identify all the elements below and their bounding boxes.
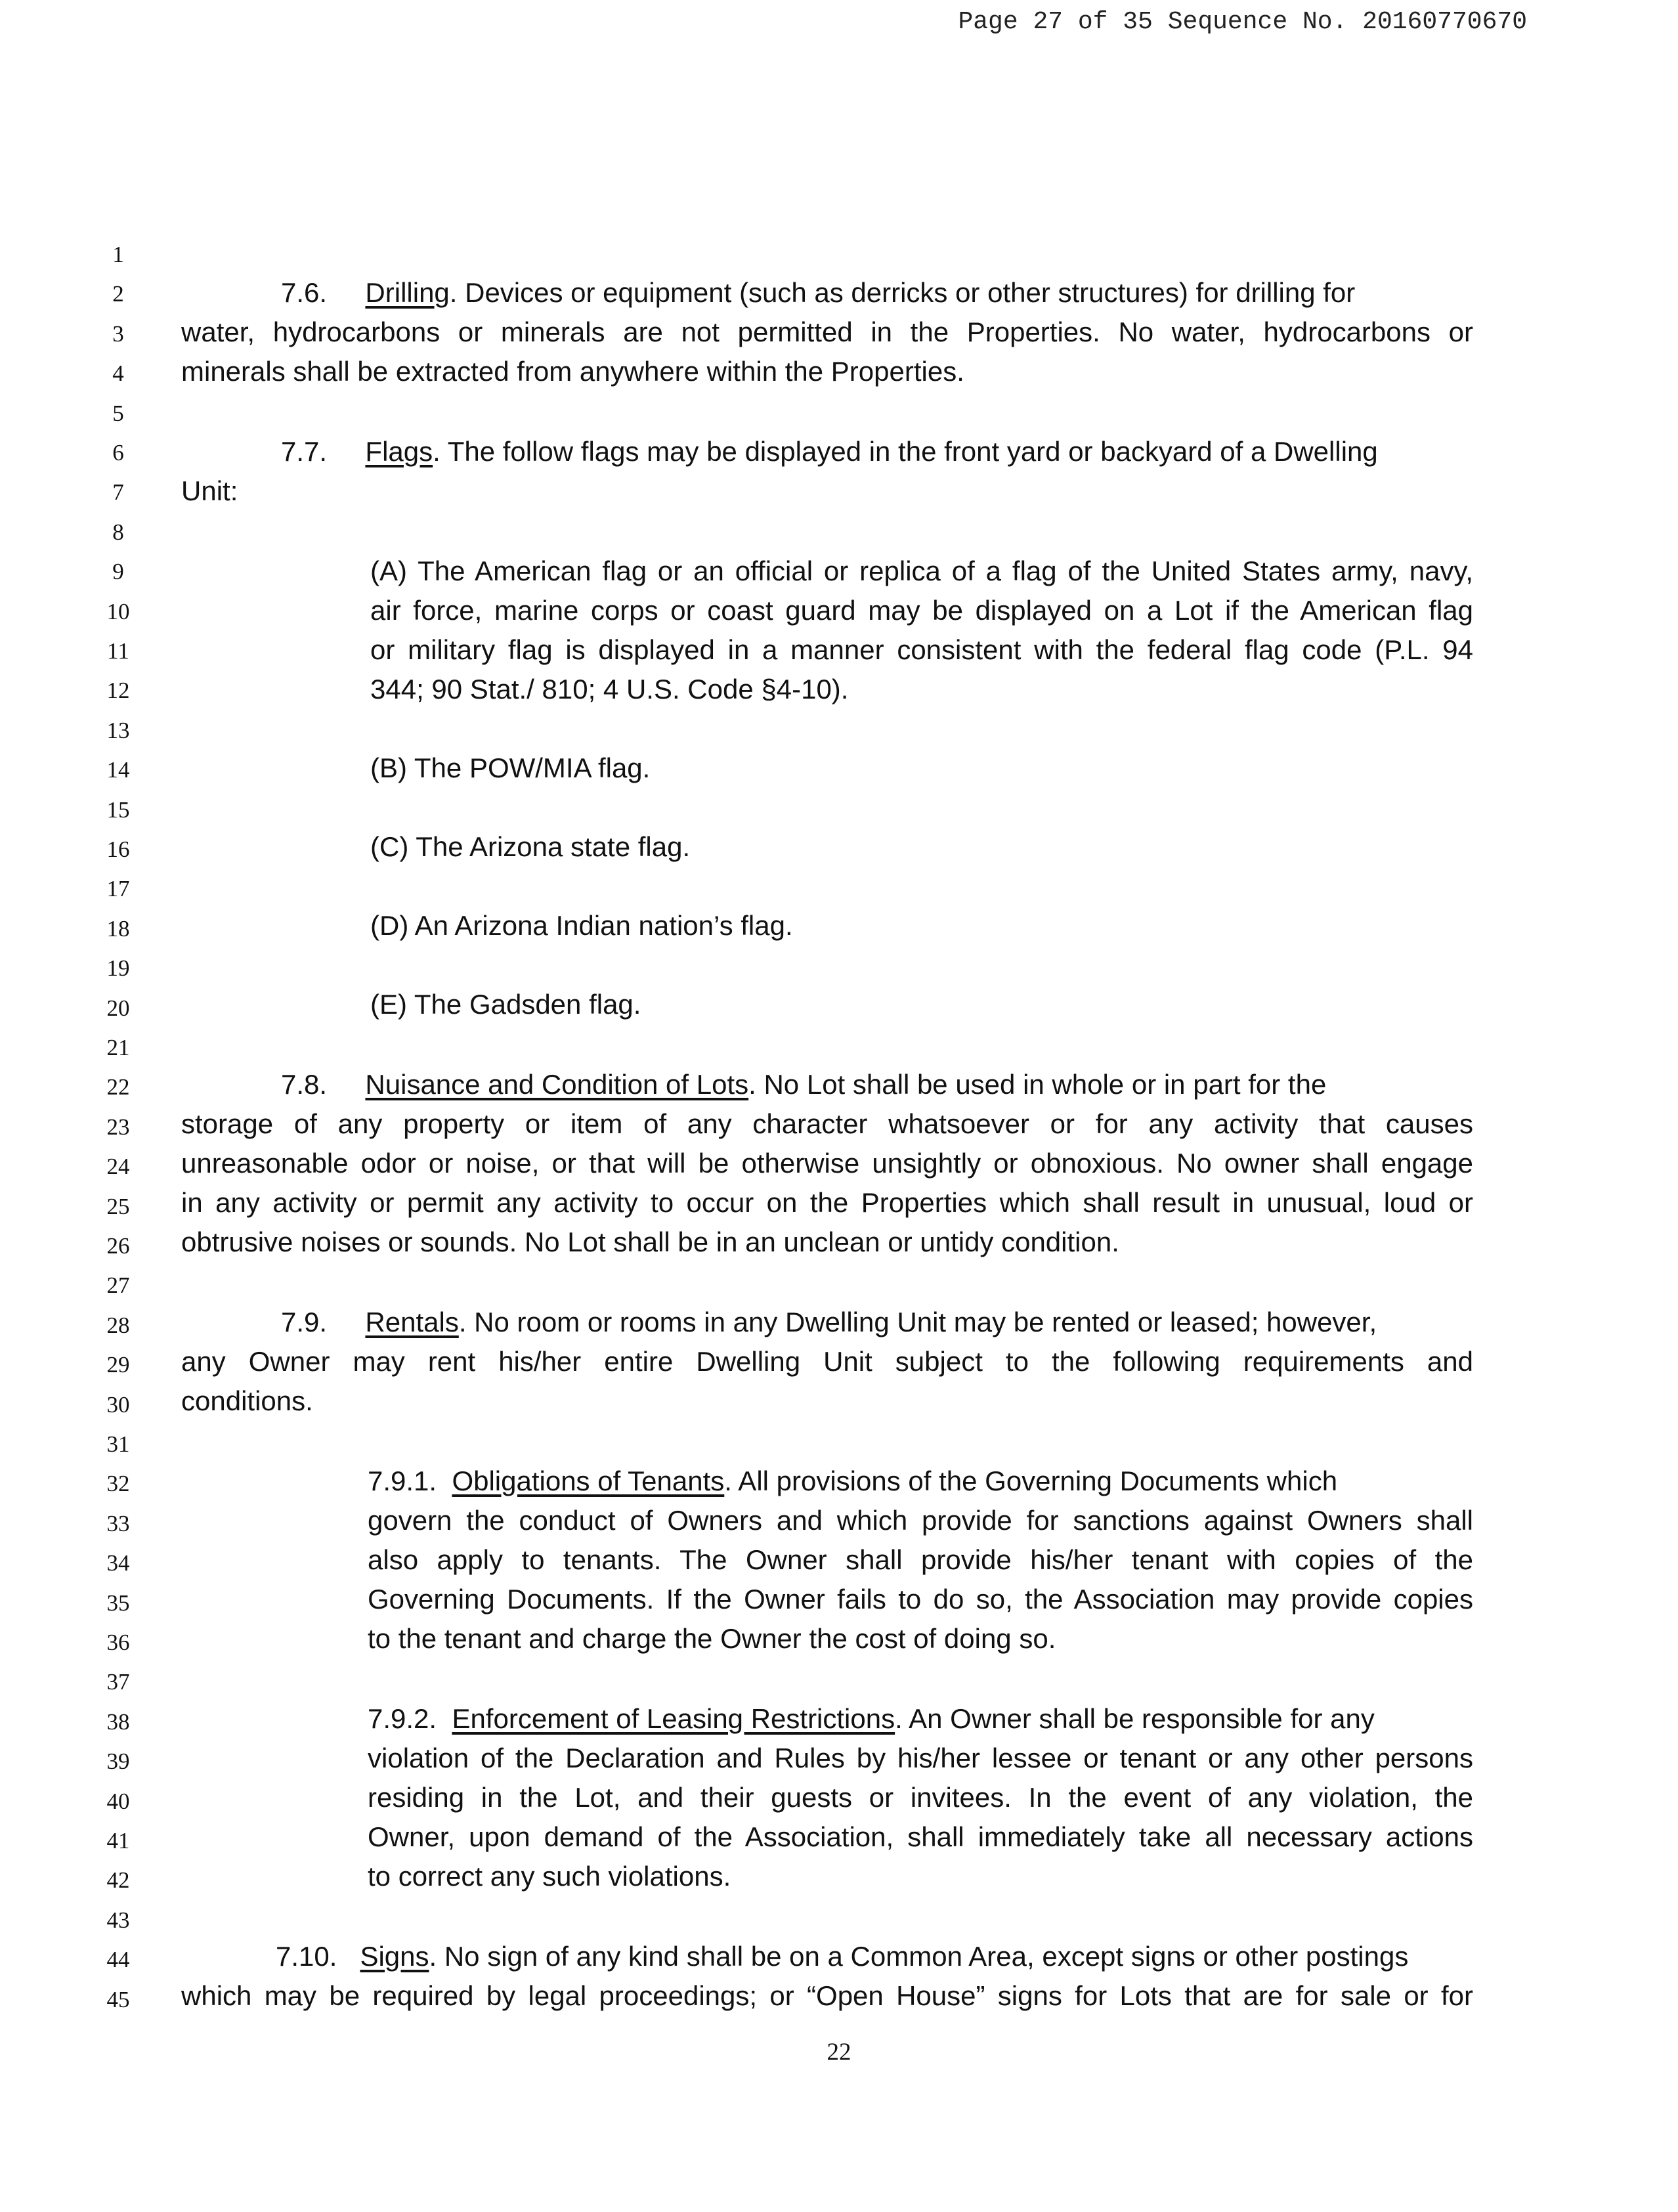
section-number: 7.9.1.	[368, 1465, 437, 1496]
section-7-10-line-2: which may be required by legal proceedings; or “Open House” signs for Lots that are for sale or for	[181, 1980, 1473, 2011]
line-number: 36	[106, 1630, 130, 1655]
section-7-9-line-2: any Owner may rent his/her entire Dwelling Unit subject to the following requirements and	[181, 1346, 1473, 1377]
flag-d: (D) An Arizona Indian nation’s flag.	[370, 910, 793, 941]
section-text: . The follow flags may be displayed in the front yard or backyard of a Dwelling	[433, 436, 1378, 467]
section-7-6-line-1	[281, 278, 1355, 307]
flag-a-line-1: (A) The American flag or an official or replica of a flag of the United States army, navy,	[370, 555, 1473, 586]
section-title: Rentals	[365, 1307, 459, 1337]
line-number: 38	[106, 1708, 130, 1735]
line-number: 26	[106, 1233, 130, 1259]
page-number: 22	[827, 2039, 851, 2066]
section-7-8-line-1	[281, 1070, 1473, 1099]
line-number: 5	[112, 400, 124, 426]
line-number: 13	[106, 717, 130, 743]
section-7-9-line-1	[281, 1308, 1377, 1337]
flag-e: (E) The Gadsden flag.	[370, 989, 641, 1020]
section-7-9-2-line-5: to correct any such violations.	[368, 1861, 731, 1892]
section-7-7-line-2: Unit:	[181, 475, 238, 506]
line-number: 25	[106, 1193, 130, 1219]
page-header: Page 27 of 35 Sequence No. 20160770670	[958, 8, 1527, 36]
section-7-8-line-2: storage of any property or item of any character whatsoever or for any activity that causes	[181, 1108, 1473, 1139]
section-number: 7.9.2.	[368, 1703, 437, 1734]
line-number: 8	[112, 519, 124, 545]
line-number: 31	[106, 1431, 130, 1457]
line-number: 27	[106, 1272, 130, 1299]
section-title: Flags	[365, 436, 433, 467]
section-number: 7.8.	[281, 1069, 328, 1100]
line-number: 15	[106, 796, 130, 823]
section-title: Enforcement of Leasing Restrictions	[452, 1703, 895, 1734]
section-7-6-line-2: water, hydrocarbons or minerals are not permitted in the Properties. No water, hydrocarbons or	[181, 316, 1473, 347]
section-7-9-2-line-1	[368, 1704, 1375, 1733]
section-text: . An Owner shall be responsible for any	[895, 1703, 1375, 1734]
section-7-9-2-line-2: violation of the Declaration and Rules by his/her lessee or tenant or any other persons	[368, 1743, 1473, 1773]
line-number: 39	[106, 1748, 130, 1775]
section-title: Obligations of Tenants	[452, 1465, 725, 1496]
section-title: Nuisance and Condition of Lots	[365, 1069, 749, 1100]
line-number: 10	[106, 598, 130, 624]
line-number: 42	[106, 1867, 130, 1894]
line-number: 35	[106, 1590, 130, 1616]
line-number: 17	[106, 876, 130, 902]
line-number: 21	[106, 1035, 130, 1060]
line-number: 20	[106, 995, 130, 1021]
section-title: Signs	[360, 1941, 429, 1972]
section-7-9-1-line-1	[368, 1467, 1337, 1496]
line-number: 33	[106, 1510, 130, 1536]
section-text: . No sign of any kind shall be on a Common Area, except signs or other postings	[429, 1941, 1409, 1972]
line-number: 12	[106, 678, 130, 704]
line-number: 16	[106, 836, 130, 862]
section-7-8-line-4: in any activity or permit any activity to occur on the Properties which shall result in unusual, loud or	[181, 1187, 1473, 1218]
line-number: 4	[112, 360, 124, 387]
line-number: 43	[106, 1907, 130, 1933]
flag-c: (C) The Arizona state flag.	[370, 831, 691, 862]
line-number: 45	[106, 1986, 130, 2012]
line-number: 19	[106, 955, 130, 982]
section-number: 7.10.	[276, 1941, 337, 1972]
line-number: 40	[106, 1788, 130, 1814]
section-7-6-line-3: minerals shall be extracted from anywhere within the Properties.	[181, 356, 964, 387]
section-7-9-1-line-5: to the tenant and charge the Owner the cost of doing so.	[368, 1623, 1056, 1654]
section-7-9-1-line-4: Governing Documents. If the Owner fails to do so, the Association may provide copies	[368, 1584, 1473, 1615]
line-number: 11	[107, 638, 129, 664]
flag-b: (B) The POW/MIA flag.	[370, 752, 651, 783]
section-7-9-1-line-2: govern the conduct of Owners and which provide for sanctions against Owners shall	[368, 1505, 1473, 1536]
line-number: 22	[106, 1074, 130, 1100]
section-text: . No Lot shall be used in whole or in part for the	[748, 1069, 1327, 1100]
section-number: 7.9.	[281, 1307, 328, 1337]
section-7-9-line-3: conditions.	[181, 1385, 313, 1416]
section-text: . All provisions of the Governing Documents which	[724, 1465, 1338, 1496]
section-7-7-line-1	[281, 437, 1378, 466]
section-number: 7.7.	[281, 436, 328, 467]
line-number: 23	[106, 1114, 130, 1140]
section-7-9-2-line-3: residing in the Lot, and their guests or invitees. In the event of any violation, the	[368, 1782, 1473, 1813]
section-text: . Devices or equipment (such as derricks or other structures) for drilling for	[449, 277, 1356, 308]
line-number: 1	[112, 242, 124, 267]
line-number: 41	[106, 1828, 130, 1854]
section-7-8-line-5: obtrusive noises or sounds. No Lot shall be in an unclean or untidy condition.	[181, 1226, 1119, 1257]
line-number: 14	[106, 757, 130, 783]
section-7-10-line-1	[276, 1942, 1408, 1971]
line-number: 37	[106, 1669, 130, 1695]
line-number: 28	[106, 1312, 130, 1338]
line-number: 24	[106, 1154, 130, 1180]
line-number: 7	[112, 479, 124, 506]
flag-a-line-4: 344; 90 Stat./ 810; 4 U.S. Code §4-10).	[370, 674, 849, 705]
section-number: 7.6.	[281, 277, 328, 308]
line-number: 34	[106, 1550, 130, 1576]
section-7-9-1-line-3: also apply to tenants. The Owner shall provide his/her tenant with copies of the	[368, 1544, 1473, 1575]
section-7-8-line-3: unreasonable odor or noise, or that will be otherwise unsightly or obnoxious. No owner shall engage	[181, 1148, 1473, 1179]
line-number: 30	[106, 1391, 130, 1418]
line-number: 44	[106, 1947, 130, 1973]
flag-a-line-3: or military flag is displayed in a manner consistent with the federal flag code (P.L. 94	[370, 634, 1473, 665]
section-7-9-2-line-4: Owner, upon demand of the Association, shall immediately take all necessary actions	[368, 1821, 1473, 1852]
line-number: 9	[112, 559, 124, 585]
line-number: 2	[112, 281, 124, 307]
section-title: Drilling	[365, 277, 450, 308]
flag-a-line-2: air force, marine corps or coast guard may be displayed on a Lot if the American flag	[370, 595, 1473, 626]
line-number: 18	[106, 915, 130, 942]
section-text: . No room or rooms in any Dwelling Unit may be rented or leased; however,	[458, 1307, 1377, 1337]
line-number: 29	[106, 1352, 130, 1378]
line-number: 32	[106, 1471, 130, 1497]
line-number: 6	[112, 440, 124, 466]
line-number: 3	[112, 320, 124, 347]
